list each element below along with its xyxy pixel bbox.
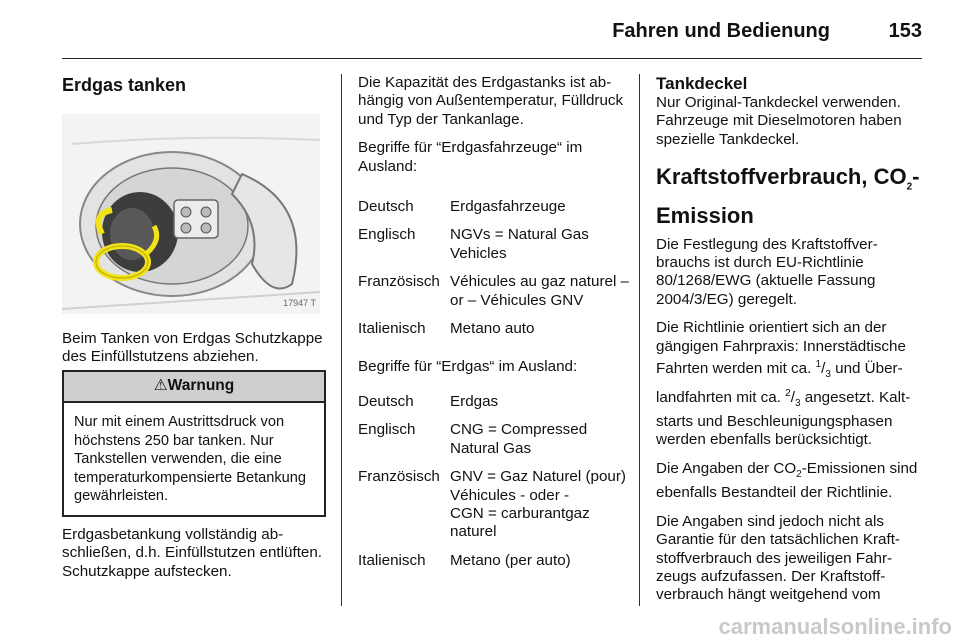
fraction-numerator: 2 bbox=[785, 387, 791, 399]
term-value: CNG = Compressed Natural Gas bbox=[450, 421, 588, 457]
term-value: Véhicules au gaz naturel – or – Véhicules GNV bbox=[450, 273, 629, 309]
warning-box bbox=[62, 370, 326, 517]
warning-header bbox=[64, 372, 324, 403]
term-value: Metano (per auto) bbox=[450, 551, 571, 569]
term-row bbox=[358, 552, 630, 570]
column-3 bbox=[656, 74, 922, 615]
section-title: Erdgas tanken bbox=[62, 75, 187, 95]
header-title: Fahren und Bedienung bbox=[612, 20, 830, 42]
fraction-numerator: 1 bbox=[815, 359, 822, 371]
term-row bbox=[358, 320, 630, 338]
header-divider bbox=[62, 58, 922, 59]
warning-icon: ⚠ bbox=[153, 377, 168, 394]
page-number: 153 bbox=[888, 20, 922, 42]
warning-title: Warnung bbox=[167, 377, 235, 394]
term-language: Deutsch bbox=[358, 392, 414, 410]
warning-text: Nur mit einem Austrittsdruck von höchstens 250 bar tanken. Nur Tankstellen verwenden, die eine temperaturkompensierte Betankung gewährleisten. bbox=[74, 414, 307, 505]
paragraph: Begriffe für “Erdgasfahrzeuge“ im Ausland: bbox=[358, 139, 583, 175]
text-run: Die Angaben der CO bbox=[656, 459, 797, 477]
term-row bbox=[358, 393, 630, 411]
title-part: Kraftstoffverbrauch, CO bbox=[656, 164, 907, 190]
fuel-filler-illustration bbox=[62, 114, 320, 314]
term-language: Französisch bbox=[358, 273, 440, 291]
term-language: Italienisch bbox=[358, 320, 426, 338]
term-language: Englisch bbox=[358, 421, 416, 439]
fraction-denominator: 3 bbox=[825, 369, 831, 381]
paragraph: Die Kapazität des Erdgastanks ist abhängig von Außentemperatur, Fülldruck und Typ der Tankanlage. bbox=[358, 74, 624, 128]
term-row bbox=[358, 468, 630, 542]
term-language: Deutsch bbox=[358, 198, 414, 216]
page-header bbox=[0, 0, 960, 62]
text-run: und Überlandfahrten mit ca. bbox=[656, 360, 903, 406]
term-value: NGVs = Natural Gas Vehicles bbox=[450, 226, 589, 262]
column-divider-1 bbox=[341, 74, 342, 606]
paragraph: Nur Original-Tankdeckel verwenden. Fahrzeuge mit Dieselmotoren haben spezielle Tankdeckel. bbox=[656, 94, 902, 148]
term-value: Erdgas bbox=[450, 392, 499, 410]
text-run: angesetzt. Kaltstarts und Beschleunigungsphasen werden ebenfalls berücksichtigt. bbox=[656, 388, 911, 449]
term-value-line: GNV = Gaz Naturel (pour) Véhicules - oder - bbox=[450, 468, 626, 504]
paragraph: Die Festlegung des Kraftstoffverbrauchs ist durch EU-Richtlinie 80/1268/EWG (aktuelle Fassung 2004/3/EG) geregelt. bbox=[656, 235, 878, 308]
tank-cap-title: Tankdeckel bbox=[656, 74, 748, 93]
term-value: Erdgasfahrzeuge bbox=[450, 198, 566, 216]
paragraph: Die Richtlinie orientiert sich an der gängigen Fahrpraxis: Innerstädtische Fahrten werden mit ca. $^1/_3$ und Überlandfahrten mit ca. $^2/_3$ angesetzt. Kaltstarts und Beschleunigungsphasen werden ebenfalls berücksichtigt. bbox=[656, 319, 911, 449]
watermark: carmanualsonline.info bbox=[718, 614, 952, 639]
term-language: Französisch bbox=[358, 468, 440, 486]
term-row bbox=[358, 198, 630, 216]
fraction-denominator: 3 bbox=[794, 397, 801, 409]
text-run: Die Richtlinie orientiert sich an der gängigen Fahrpraxis: Innerstädtische Fahrten werden mit ca. bbox=[656, 319, 906, 378]
paragraph: Begriffe für “Erdgas“ im Ausland: bbox=[358, 358, 578, 376]
subscript: 2 bbox=[906, 181, 913, 193]
term-row bbox=[358, 273, 630, 310]
term-language: Englisch bbox=[358, 226, 416, 244]
term-row bbox=[358, 421, 630, 458]
column-1 bbox=[62, 74, 324, 614]
term-value: Metano auto bbox=[450, 320, 535, 338]
term-value bbox=[450, 468, 630, 542]
consumption-title bbox=[656, 163, 922, 229]
term-row bbox=[358, 226, 630, 263]
paragraph: Beim Tanken von Erdgas Schutzkappe des Einfüllstutzens abziehen. bbox=[62, 330, 323, 366]
fuel-filler-photo bbox=[62, 114, 320, 314]
subscript: 2 bbox=[796, 468, 802, 480]
figure-number: 17947 T bbox=[283, 297, 316, 308]
column-2 bbox=[358, 74, 630, 580]
text-run: -Emissionen sind ebenfalls Bestandteil der Richtlinie. bbox=[656, 459, 918, 502]
term-language: Italienisch bbox=[358, 551, 426, 569]
paragraph bbox=[656, 460, 922, 503]
paragraph: Die Angaben sind jedoch nicht als Garantie für den tatsächlichen Kraftstoffverbrauch des jeweiligen Fahrzeugs aufzufassen. Der Kraftstoffverbrauch hängt weitgehend vom bbox=[656, 512, 900, 604]
title-part: -Emission bbox=[656, 164, 920, 228]
column-divider-2 bbox=[639, 74, 640, 606]
term-value-line: CGN = carburantgaz naturel bbox=[450, 504, 590, 541]
paragraph: Erdgasbetankung vollständig abschließen, d.h. Einfüllstutzen entlüften. Schutzkappe aufstecken. bbox=[62, 526, 323, 580]
